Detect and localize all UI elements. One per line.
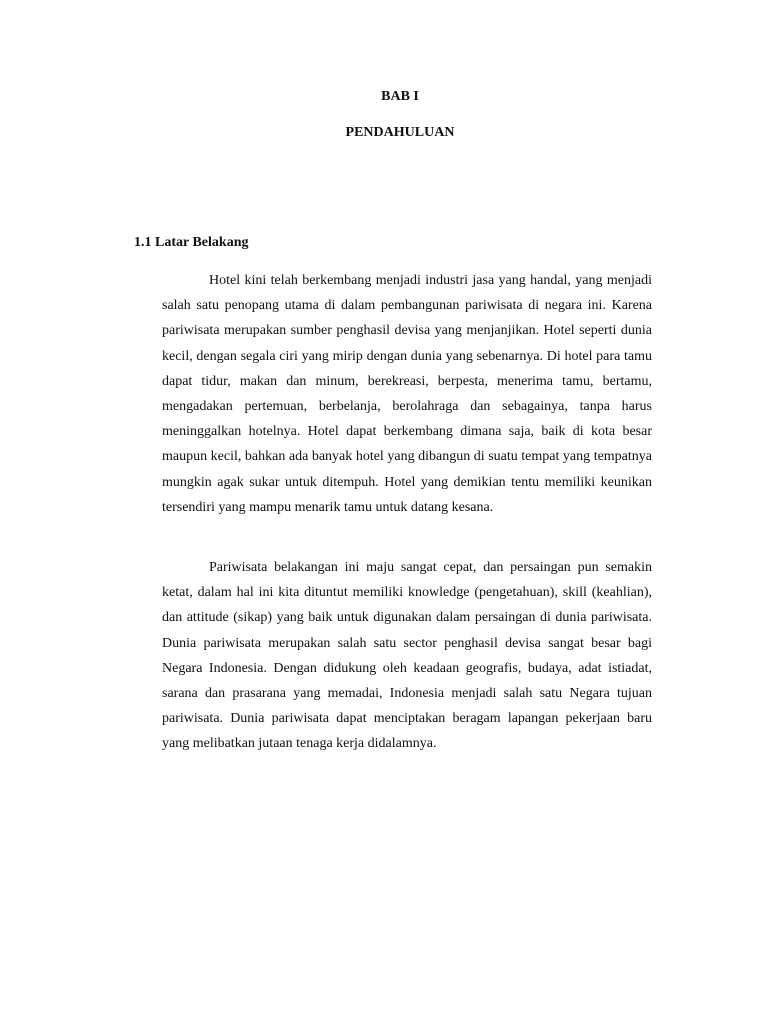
section-heading: 1.1 Latar Belakang bbox=[134, 235, 249, 250]
paragraph-1: Hotel kini telah berkembang menjadi industri jasa yang handal, yang menjadi salah satu penopang utama di dalam pembangunan pariwisata di negara ini. Karena pariwisata merupakan sumber penghasil devisa yang menjanjikan. Hotel seperti dunia kecil, dengan segala ciri yang mirip dengan dunia yang sebenarnya. Di hotel para tamu dapat tidur, makan dan minum, berekreasi, berpesta, menerima tamu, bertamu, mengadakan pertemuan, berbelanja, berolahraga dan sebagainya, tanpa harus meninggalkan hotelnya. Hotel dapat berkembang dimana saja, baik di kota besar maupun kecil, bahkan ada banyak hotel yang dibangun di suatu tempat yang tempatnya mungkin agak sukar untuk ditempuh. Hotel yang demikian tentu memiliki keunikan tersendiri yang mampu menarik tamu untuk datang kesana. bbox=[162, 273, 652, 515]
chapter-number: BAB I bbox=[381, 89, 419, 104]
chapter-title: PENDAHULUAN bbox=[345, 125, 455, 140]
paragraph-2: Pariwisata belakangan ini maju sangat cepat, dan persaingan pun semakin ketat, dalam hal ini kita dituntut memiliki knowledge (pengetahuan), skill (keahlian), dan attitude (sikap) yang baik untuk digunakan dalam persaingan di dunia pariwisata. Dunia pariwisata merupakan salah satu sector penghasil devisa sangat besar bagi Negara Indonesia. Dengan didukung oleh keadaan geografis, budaya, adat istiadat, sarana dan prasarana yang memadai, Indonesia menjadi salah satu Negara tujuan pariwisata. Dunia pariwisata dapat menciptakan beragam lapangan pekerjaan baru yang melibatkan jutaan tenaga kerja didalamnya. bbox=[162, 560, 652, 752]
